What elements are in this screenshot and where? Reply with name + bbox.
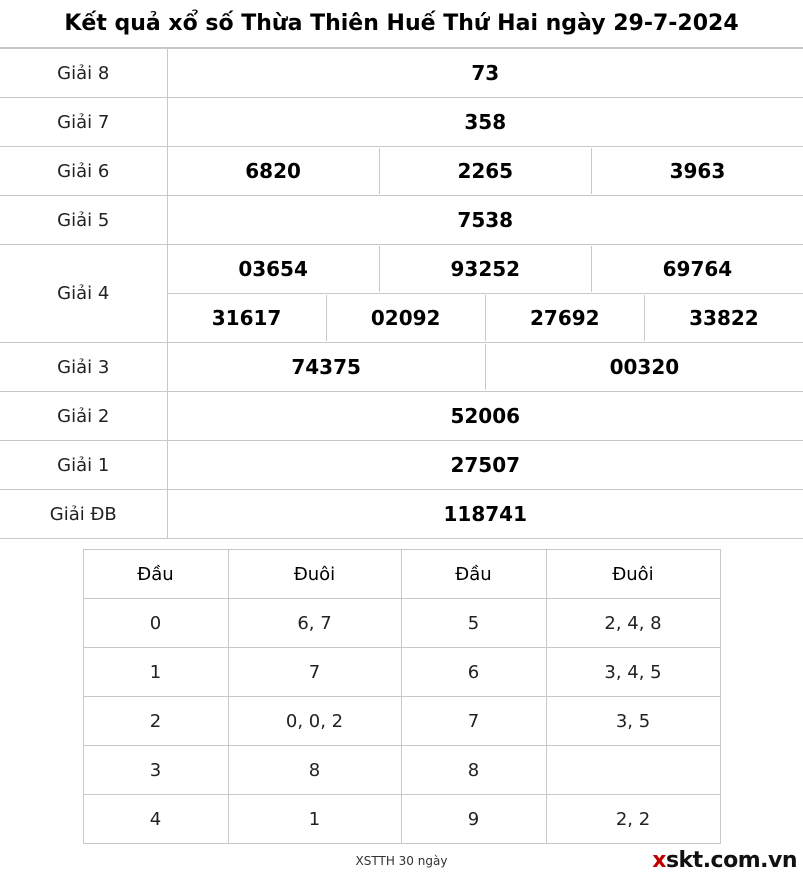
prize-number-4-2: 93252 [379,246,591,292]
prize-number-5-1: 7538 [167,196,803,245]
prize-label-6: Giải 6 [0,147,167,196]
prize-number-8-1: 73 [167,49,803,98]
tail-left-0: 6, 7 [228,599,401,648]
head-right-1: 6 [401,648,546,697]
prize-label-2: Giải 2 [0,392,167,441]
page-title-bar [0,0,803,48]
table-row [0,245,803,294]
tail-right-1: 3, 4, 5 [546,648,720,697]
table-row [83,697,720,746]
prize-number-6-1: 6820 [168,148,380,194]
table-row [0,98,803,147]
prize-number-db-1: 118741 [167,490,803,539]
prize-label-4: Giải 4 [0,245,167,343]
prize-label-7: Giải 7 [0,98,167,147]
prize-label-8: Giải 8 [0,49,167,98]
table-row [83,795,720,844]
prize-number-4-5: 02092 [326,295,485,341]
tail-left-1: 7 [228,648,401,697]
prize-3-grid [168,344,803,390]
table-row [0,196,803,245]
head-tail-table [83,549,721,844]
table-row [0,343,803,392]
tail-right-0: 2, 4, 8 [546,599,720,648]
prize-label-5: Giải 5 [0,196,167,245]
table-row [83,648,720,697]
head-left-1: 1 [83,648,228,697]
head-right-3: 8 [401,746,546,795]
tail-left-2: 0, 0, 2 [228,697,401,746]
prize-number-3-2: 00320 [485,344,803,390]
prize-cell-4-lower [167,294,803,343]
tail-right-4: 2, 2 [546,795,720,844]
prize-number-2-1: 52006 [167,392,803,441]
prize-number-6-3: 3963 [591,148,803,194]
prize-cell-3 [167,343,803,392]
table-header-row [83,550,720,599]
table-row [0,49,803,98]
watermark-domain: skt.com.vn [666,848,797,873]
table-row [83,599,720,648]
prize-number-4-4: 31617 [168,295,327,341]
table-row [0,147,803,196]
page-title: Kết quả xổ số Thừa Thiên Huế Thứ Hai ngày 29-7-2024 [64,11,738,36]
tail-left-4: 1 [228,795,401,844]
head-left-0: 0 [83,599,228,648]
prize-label-3: Giải 3 [0,343,167,392]
prize-cell-4-upper [167,245,803,294]
head-right-0: 5 [401,599,546,648]
prize-number-4-3: 69764 [591,246,803,292]
column-header-duoi-right: Đuôi [546,550,720,599]
footer-note: XSTTH 30 ngày [0,854,803,868]
prize-label-1: Giải 1 [0,441,167,490]
column-header-duoi-left: Đuôi [228,550,401,599]
head-right-2: 7 [401,697,546,746]
prize-label-db: Giải ĐB [0,490,167,539]
prize-number-4-6: 27692 [485,295,644,341]
table-row [0,490,803,539]
prize-number-7-1: 358 [167,98,803,147]
prize-number-4-7: 33822 [644,295,803,341]
head-left-3: 3 [83,746,228,795]
tail-left-3: 8 [228,746,401,795]
head-tail-section [0,549,803,844]
prize-6-grid [168,148,803,194]
column-header-dau-left: Đầu [83,550,228,599]
footer [0,848,803,882]
watermark-prefix: x [652,848,666,873]
prize-number-4-1: 03654 [168,246,380,292]
tail-right-2: 3, 5 [546,697,720,746]
results-table [0,48,803,539]
prize-4-grid-lower [168,295,803,341]
head-left-2: 2 [83,697,228,746]
prize-4-grid-upper [168,246,803,292]
prize-number-3-1: 74375 [168,344,486,390]
head-left-4: 4 [83,795,228,844]
head-right-4: 9 [401,795,546,844]
table-row [0,392,803,441]
site-watermark [652,848,797,873]
table-row [83,746,720,795]
prize-cell-6 [167,147,803,196]
prize-number-1-1: 27507 [167,441,803,490]
prize-number-6-2: 2265 [379,148,591,194]
column-header-dau-right: Đầu [401,550,546,599]
tail-right-3 [546,746,720,795]
table-row [0,441,803,490]
